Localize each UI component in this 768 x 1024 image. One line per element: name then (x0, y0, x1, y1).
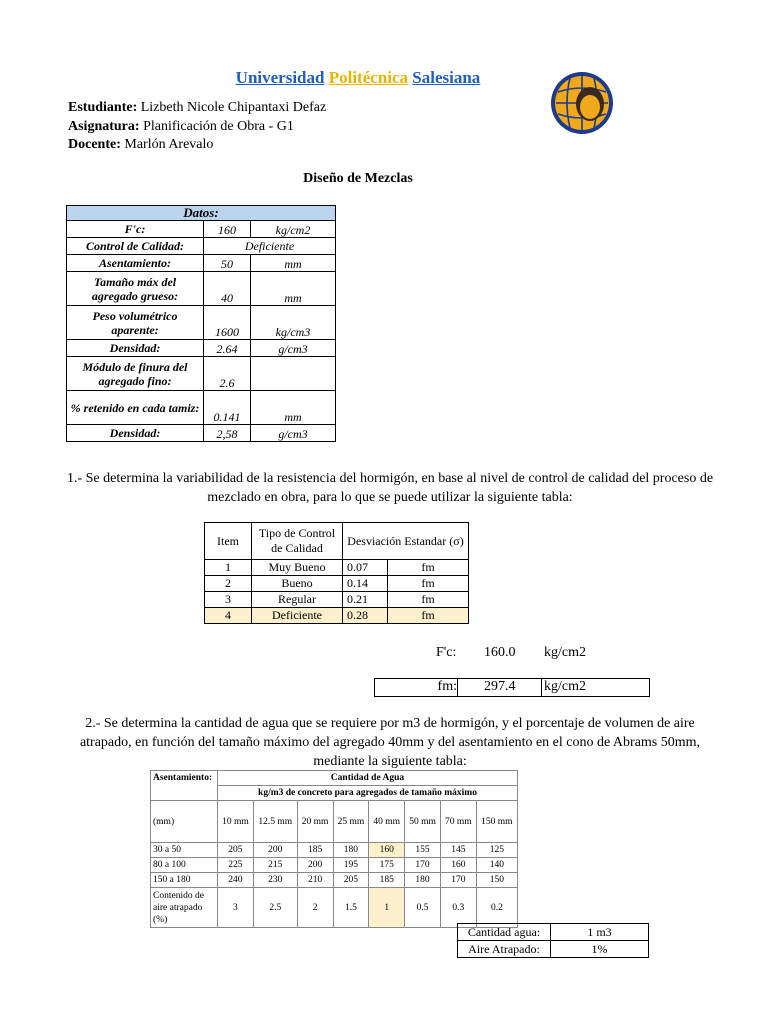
col-header: Tipo de Control de Calidad (252, 523, 343, 560)
cell: 30 a 50 (151, 843, 218, 858)
datos-unit: kg/cm2 (251, 221, 336, 238)
datos-label: Tamaño máx del agregado grueso: (67, 272, 204, 306)
cell: 3 (218, 888, 254, 928)
table-row (205, 592, 469, 608)
cell: 0.3 (440, 888, 476, 928)
datos-label: F'c: (67, 221, 204, 238)
datos-table (66, 205, 336, 442)
cell: 150 a 180 (151, 873, 218, 888)
datos-unit: kg/cm3 (251, 306, 336, 340)
cell: 175 (369, 858, 405, 873)
title-word-2: Politécnica (328, 68, 409, 87)
cell: 205 (218, 843, 254, 858)
size-header: 20 mm (297, 801, 333, 843)
result-label: Aire Atrapado: (458, 941, 551, 958)
water-subtitle: kg/m3 de concreto para agregados de tamaño máximo (218, 786, 518, 801)
datos-value: 40 (204, 272, 251, 306)
teacher-name: Marlón Arevalo (124, 137, 214, 152)
datos-unit: mm (251, 391, 336, 425)
datos-label: Peso volumétrico aparente: (67, 306, 204, 340)
subject-line (68, 119, 294, 135)
cell: 185 (297, 843, 333, 858)
cell: 0.2 (476, 888, 517, 928)
size-header: 150 mm (476, 801, 517, 843)
cell: 80 a 100 (151, 858, 218, 873)
cell: 215 (253, 858, 297, 873)
subject-name: Planificación de Obra - G1 (143, 119, 294, 134)
cell: 0.21 (343, 592, 388, 608)
cell: 0.14 (343, 576, 388, 592)
fm-result-box (374, 678, 650, 697)
datos-unit: mm (251, 272, 336, 306)
cell: 200 (297, 858, 333, 873)
cell: 2 (205, 576, 252, 592)
datos-value: Deficiente (204, 238, 336, 255)
datos-value: 1600 (204, 306, 251, 340)
cell: 2 (297, 888, 333, 928)
cell: 210 (297, 873, 333, 888)
cell: 170 (440, 873, 476, 888)
table-row (458, 941, 649, 958)
cell: 205 (333, 873, 369, 888)
water-table (150, 770, 518, 928)
step1-paragraph: 1.- Se determina la variabilidad de la resistencia del hormigón, en base al nivel de control de calidad del proceso de mezclado en obra, para lo que se puede utilizar la siguiente tabla: (66, 471, 714, 505)
cell: 180 (333, 843, 369, 858)
datos-value: 2,58 (204, 425, 251, 442)
cell: fm (388, 608, 469, 624)
cell: fm (388, 576, 469, 592)
col-header: Item (205, 523, 252, 560)
cell-highlighted: 1 (369, 888, 405, 928)
datos-label: Asentamiento: (67, 255, 204, 272)
student-line (68, 100, 326, 116)
cell: 4 (205, 608, 252, 624)
cell: 0.07 (343, 560, 388, 576)
cell: 150 (476, 873, 517, 888)
cell: 125 (476, 843, 517, 858)
size-header: 10 mm (218, 801, 254, 843)
datos-label: Densidad: (67, 340, 204, 357)
datos-unit: g/cm3 (251, 425, 336, 442)
datos-label: Densidad: (67, 425, 204, 442)
datos-unit (251, 357, 336, 391)
university-logo-icon (546, 70, 620, 136)
datos-value: 0.141 (204, 391, 251, 425)
student-name: Lizbeth Nicole Chipantaxi Defaz (140, 100, 327, 115)
cell: 145 (440, 843, 476, 858)
table-row (151, 843, 518, 858)
table-row (151, 888, 518, 928)
cell: 170 (405, 858, 441, 873)
result-value: 1 m3 (551, 924, 649, 941)
datos-value: 2.64 (204, 340, 251, 357)
cell: 225 (218, 858, 254, 873)
datos-value: 2.6 (204, 357, 251, 391)
cell: Muy Bueno (252, 560, 343, 576)
table-row (205, 560, 469, 576)
fm-label: fm: (375, 679, 458, 696)
cell: 185 (369, 873, 405, 888)
col-header: Desviación Estandar (σ) (343, 523, 469, 560)
cell: 1 (205, 560, 252, 576)
size-header: 12.5 mm (253, 801, 297, 843)
cell: 140 (476, 858, 517, 873)
size-header: 40 mm (369, 801, 405, 843)
cell: Deficiente (252, 608, 343, 624)
datos-label: Módulo de finura del agregado fino: (67, 357, 204, 391)
title-word-1: Universidad (235, 68, 325, 87)
table-row (458, 924, 649, 941)
subject-label: Asignatura: (68, 119, 140, 134)
cell: 200 (253, 843, 297, 858)
cell: 155 (405, 843, 441, 858)
datos-title: Datos: (67, 206, 336, 221)
table-row-highlighted (205, 608, 469, 624)
water-title: Cantidad de Agua (218, 771, 518, 786)
cell-highlighted: 160 (369, 843, 405, 858)
size-header: 50 mm (405, 801, 441, 843)
cell: Regular (252, 592, 343, 608)
cell: 3 (205, 592, 252, 608)
unit-label: (mm) (151, 801, 218, 843)
datos-value: 160 (204, 221, 251, 238)
size-header: 25 mm (333, 801, 369, 843)
cell: 0.5 (405, 888, 441, 928)
cell: 0.28 (343, 608, 388, 624)
fm-unit: kg/cm2 (541, 679, 586, 696)
datos-unit: mm (251, 255, 336, 272)
teacher-label: Docente: (68, 137, 121, 152)
corner-header: Asentamiento: (151, 771, 218, 801)
table-row (151, 858, 518, 873)
result-label: Cantidad agua: (458, 924, 551, 941)
fc-value: 160.0 (484, 645, 516, 660)
cell: fm (388, 592, 469, 608)
cell: 160 (440, 858, 476, 873)
control-table (204, 522, 469, 624)
size-header: 70 mm (440, 801, 476, 843)
cell: 230 (253, 873, 297, 888)
fc-unit: kg/cm2 (544, 645, 586, 660)
datos-value: 50 (204, 255, 251, 272)
cell: 180 (405, 873, 441, 888)
cell: 195 (333, 858, 369, 873)
datos-label: Control de Calidad: (67, 238, 204, 255)
cell: fm (388, 560, 469, 576)
table-row (151, 873, 518, 888)
cell: 2.5 (253, 888, 297, 928)
teacher-line (68, 137, 213, 153)
water-result-table (457, 923, 649, 958)
datos-unit: g/cm3 (251, 340, 336, 357)
result-value: 1% (551, 941, 649, 958)
section-title: Diseño de Mezclas (303, 171, 413, 186)
cell: 240 (218, 873, 254, 888)
table-row (205, 576, 469, 592)
fm-value: 297.4 (484, 679, 516, 694)
title-word-3: Salesiana (412, 68, 481, 87)
student-label: Estudiante: (68, 100, 138, 115)
fc-label: F'c: (436, 645, 457, 660)
cell: Contenido de aire atrapado (%) (151, 888, 218, 928)
cell: 1.5 (333, 888, 369, 928)
cell: Bueno (252, 576, 343, 592)
step2-paragraph: 2.- Se determina la cantidad de agua que se requiere por m3 de hormigón, y el porcentaje de volumen de aire atrapado, en función del tamaño máximo del agregado 40mm y del asentamiento en el cono de Abrams 50mm, mediante la siguiente tabla: (79, 716, 701, 769)
datos-label: % retenido en cada tamiz: (67, 391, 204, 425)
